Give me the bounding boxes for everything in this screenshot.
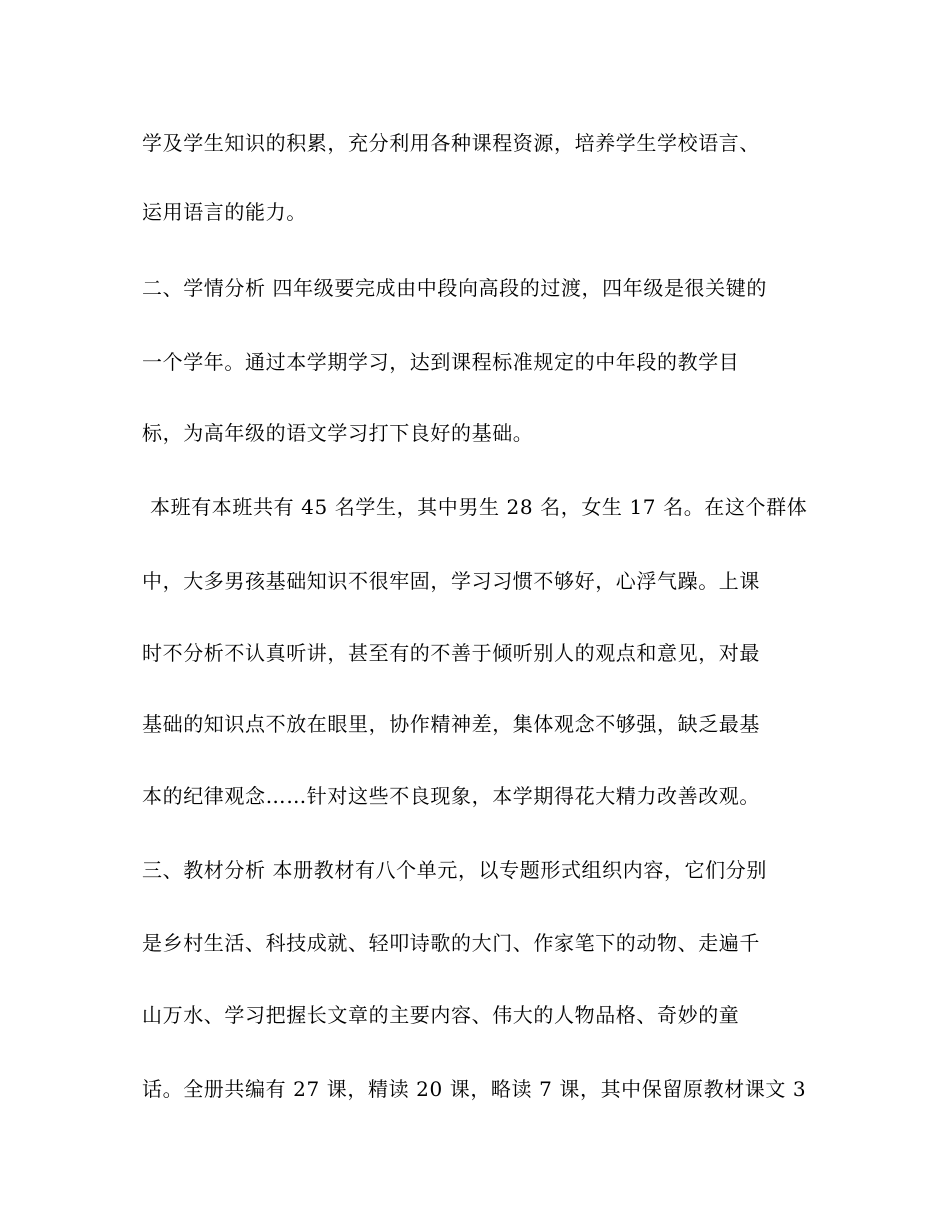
paragraph-start-line: 本班有本班共有 45 名学生，其中男生 28 名，女生 17 名。在这个群体	[150, 495, 808, 519]
text-line: 山万水、学习把握长文章的主要内容、伟大的人物品格、奇妙的童	[142, 1003, 740, 1027]
text-line: 中，大多男孩基础知识不很牢固，学习习惯不够好，心浮气躁。上课	[142, 569, 760, 593]
section-heading-line: 二、学情分析 四年级要完成由中段向高段的过渡，四年级是很关键的	[142, 276, 767, 300]
text-line: 话。全册共编有 27 课，精读 20 课，略读 7 课，其中保留原教材课文 3	[142, 1077, 807, 1101]
text-line: 运用语言的能力。	[142, 200, 307, 224]
text-line: 本的纪律观念……针对这些不良现象，本学期得花大精力改善改观。	[142, 784, 760, 808]
text-line: 一个学年。通过本学期学习，达到课程标准规定的中年段的教学目	[142, 350, 740, 374]
text-line: 学及学生知识的积累，充分利用各种课程资源，培养学生学校语言、	[142, 131, 760, 155]
text-line: 标，为高年级的语文学习打下良好的基础。	[142, 421, 534, 445]
text-line: 时不分析不认真听讲，甚至有的不善于倾听别人的观点和意见，对最	[142, 641, 760, 665]
section-heading-line: 三、教材分析 本册教材有八个单元，以专题形式组织内容，它们分别	[142, 858, 767, 882]
text-line: 基础的知识点不放在眼里，协作精神差，集体观念不够强，缺乏最基	[142, 712, 760, 736]
text-line: 是乡村生活、科技成就、轻叩诗歌的大门、作家笔下的动物、走遍千	[142, 931, 760, 955]
